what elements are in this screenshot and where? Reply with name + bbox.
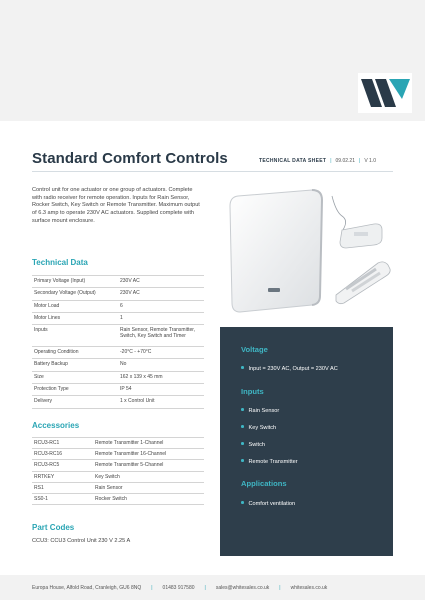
- bullet-icon: [241, 408, 244, 411]
- accessories-table: [32, 437, 204, 505]
- spec-panel: [220, 327, 393, 556]
- row-value: Key Switch: [93, 471, 204, 482]
- sheet-date: 09.02.21: [335, 158, 355, 164]
- table-row: [32, 371, 204, 383]
- row-value: 1: [118, 312, 204, 324]
- voltage-item: [241, 366, 338, 372]
- table-row: [32, 460, 204, 471]
- table-row: [32, 384, 204, 396]
- table-row: [32, 449, 204, 460]
- control-unit-image: [224, 188, 328, 314]
- rain-sensor-image: [328, 194, 392, 250]
- sheet-meta: TECHNICAL DATA SHEET | 09.02.21 | V 1.0: [259, 158, 376, 164]
- list-item-label: Switch: [248, 442, 265, 448]
- row-value: Remote Transmitter 1-Channel: [93, 438, 204, 449]
- table-row: [32, 471, 204, 482]
- list-item: [241, 442, 265, 448]
- list-item-label: Comfort ventilation: [248, 501, 296, 507]
- inputs-heading: Inputs: [241, 387, 264, 396]
- row-key: RCU3-RC1: [32, 438, 93, 449]
- table-row: [32, 347, 204, 359]
- sheet-version: V 1.0: [364, 158, 376, 164]
- list-item: [241, 408, 279, 414]
- row-key: Battery Backup: [32, 359, 118, 371]
- accessories-heading: Accessories: [32, 421, 80, 430]
- bullet-icon: [241, 459, 244, 462]
- row-value: 230V AC: [118, 276, 204, 288]
- bullet-icon: [241, 425, 244, 428]
- technical-table: [32, 275, 204, 409]
- technical-heading: Technical Data: [32, 258, 88, 267]
- bullet-icon: [241, 501, 244, 504]
- table-row: [32, 396, 204, 408]
- part-codes-heading: Part Codes: [32, 523, 75, 532]
- list-item-label: Key Switch: [248, 425, 277, 431]
- company-logo: [358, 73, 412, 113]
- title-divider: [32, 171, 393, 172]
- row-value: 162 x 139 x 45 mm: [118, 371, 204, 383]
- page-title: Standard Comfort Controls: [32, 150, 228, 167]
- list-item-label: Remote Transmitter: [248, 459, 298, 465]
- row-key: Motor Load: [32, 300, 118, 312]
- footer-web[interactable]: whitesales.co.uk: [290, 585, 328, 591]
- row-key: Motor Lines: [32, 312, 118, 324]
- row-key: Inputs: [32, 325, 118, 347]
- row-value: -20°C - +70°C: [118, 347, 204, 359]
- row-key: SS0-1: [32, 493, 93, 504]
- row-value: IP 54: [118, 384, 204, 396]
- list-item: [241, 459, 298, 465]
- table-row: [32, 325, 204, 347]
- row-value: 230V AC: [118, 288, 204, 300]
- footer-phone[interactable]: 01483 917580: [162, 585, 195, 591]
- sheet-label: TECHNICAL DATA SHEET: [259, 158, 327, 164]
- voltage-heading: Voltage: [241, 345, 268, 354]
- row-value: Rain Sensor: [93, 482, 204, 493]
- row-value: Remote Transmitter 5-Channel: [93, 460, 204, 471]
- table-row: [32, 288, 204, 300]
- row-key: RRTKEY: [32, 471, 93, 482]
- row-key: Size: [32, 371, 118, 383]
- row-value: 6: [118, 300, 204, 312]
- table-row: [32, 482, 204, 493]
- intro-paragraph: Control unit for one actuator or one group of actuators. Complete with radio receiver for remote operation. Inputs for Rain Sensor, Rocker Switch, Key Switch or Remote Transmitter. Maximum output of 6.3 amp to operate 230V AC actuators. Supplied complete with surface mount enclosure.: [32, 187, 200, 224]
- part-code-line: CCU3: CCU3 Control Unit 230 V 2.25 A: [32, 538, 131, 544]
- row-key: RCU3-RC5: [32, 460, 93, 471]
- table-row: [32, 300, 204, 312]
- row-value: Rocker Switch: [93, 493, 204, 504]
- list-item-label: Rain Sensor: [248, 408, 280, 414]
- row-key: Protection Type: [32, 384, 118, 396]
- bullet-icon: [241, 442, 244, 445]
- row-key: RS1: [32, 482, 93, 493]
- bullet-icon: [241, 366, 244, 369]
- list-item: [241, 501, 295, 507]
- footer-email[interactable]: sales@whitesales.co.uk: [215, 585, 270, 591]
- remote-transmitter-image: [330, 257, 394, 305]
- row-value: Remote Transmitter 16-Channel: [93, 449, 204, 460]
- applications-heading: Applications: [241, 479, 287, 488]
- row-key: RCU3-RC16: [32, 449, 93, 460]
- table-row: [32, 493, 204, 504]
- row-key: Secondary Voltage (Output): [32, 288, 118, 300]
- list-item-label: Input = 230V AC, Output = 230V AC: [248, 366, 338, 372]
- row-key: Primary Voltage (Input): [32, 276, 118, 288]
- table-row: [32, 438, 204, 449]
- list-item: [241, 425, 276, 431]
- row-value: 1 x Control Unit: [118, 396, 204, 408]
- footer-address: Europa House, Alfold Road, Cranleigh, GU6 8NQ: [32, 585, 142, 591]
- row-key: Delivery: [32, 396, 118, 408]
- row-value: Rain Sensor, Remote Transmitter, Switch, Key Switch and Timer: [118, 325, 204, 347]
- table-row: [32, 312, 204, 324]
- table-row: [32, 276, 204, 288]
- row-value: No: [118, 359, 204, 371]
- table-row: [32, 359, 204, 371]
- row-key: Operating Condition: [32, 347, 118, 359]
- footer-contact: Europa House, Alfold Road, Cranleigh, GU6 8NQ | 01483 917580 | sales@whitesales.co.uk | whitesales.co.uk: [32, 585, 328, 591]
